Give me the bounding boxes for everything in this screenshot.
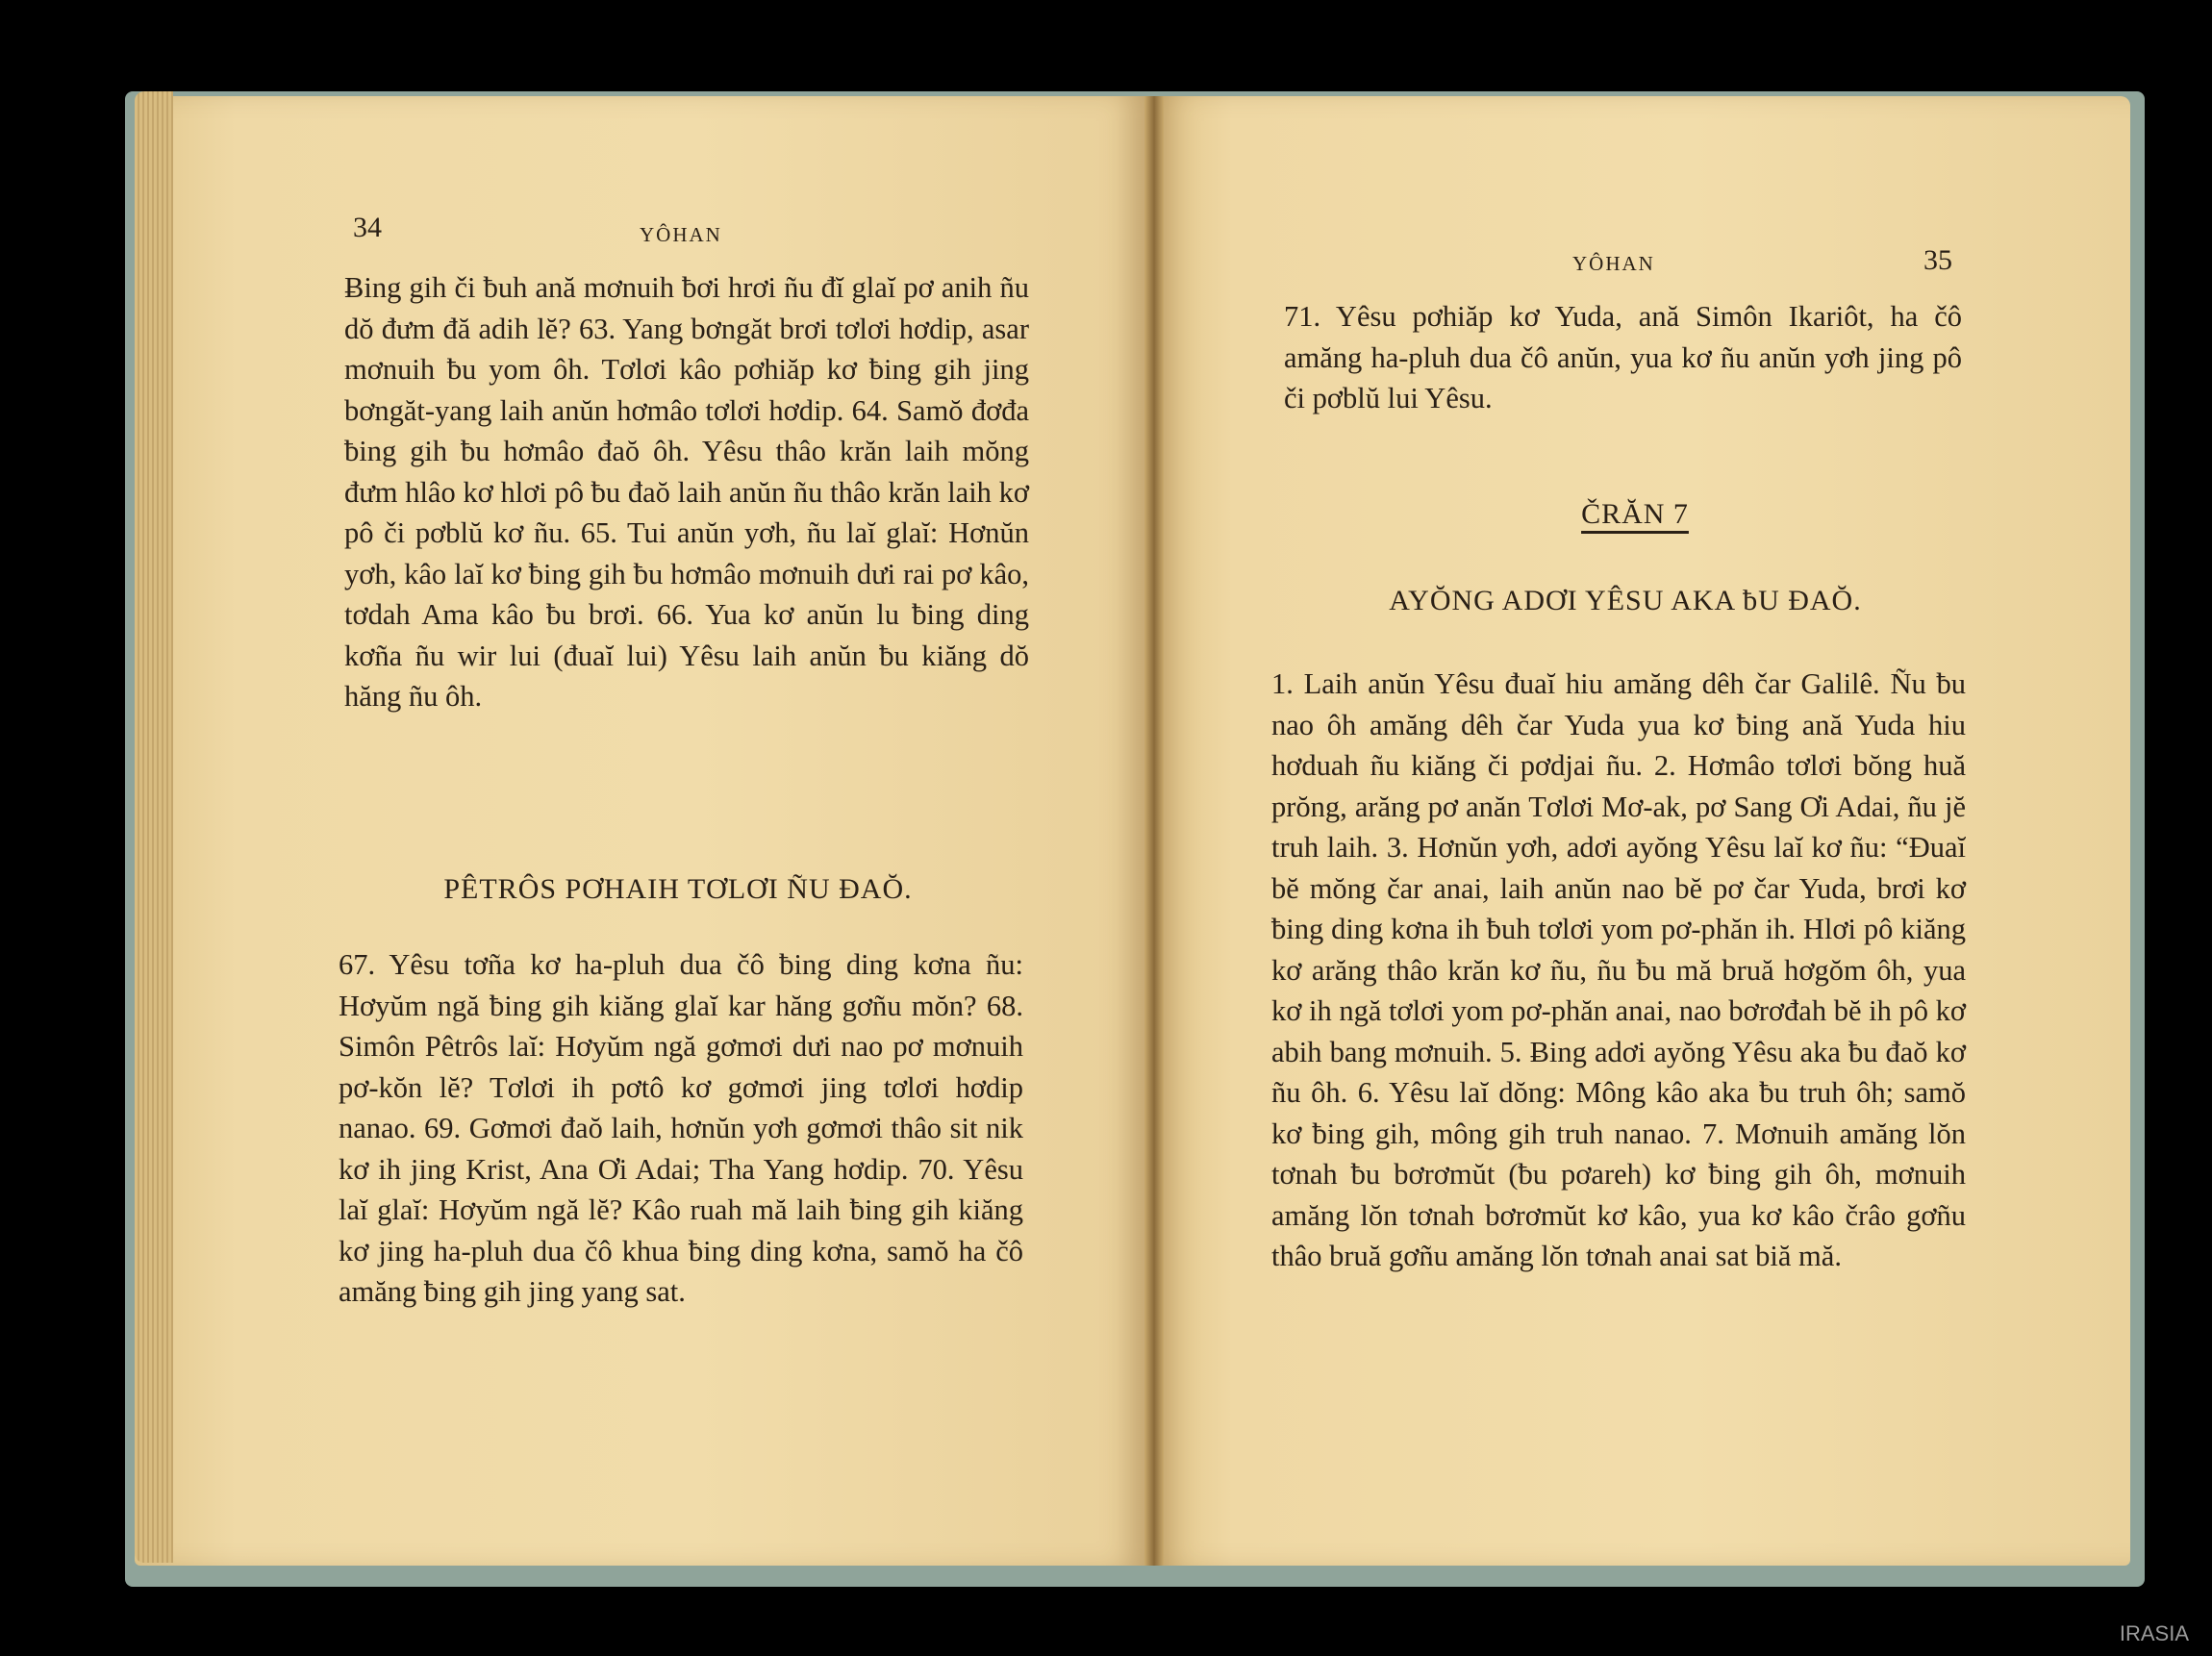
left-page [135,96,1146,1566]
running-head: YÔHAN [1572,252,1655,275]
running-head: YÔHAN [640,223,722,246]
body-paragraph: 67. Yêsu tơña kơ ha-pluh dua čô ƀing ding kơna ñu: Hơyŭm ngă ƀing gih kiăng glaĭ kar hăng gơñu mŏn? 68. Simôn Pêtrôs laĭ: Hơyŭm ngă gơmơi dưi nao pơ mơnuih pơ-kŏn lĕ? Tơlơi ih pơtô kơ gơmơi jing tơlơi hơdip nanao. 69. Gơmơi đaŏ laih, hơnŭn yơh gơmơi thâo sit nik kơ ih jing Krist, Ana Ơi Adai; Tha Yang hơdip. 70. Yêsu laĭ glaĭ: Hơyŭm ngă lĕ? Kâo ruah mă laih ƀing gih kiăng kơ jing ha-pluh dua čô khua ƀing ding kơna, samŏ ha čô amăng ƀing gih jing yang sat. [339,948,1023,1308]
book-gutter [1144,96,1164,1566]
chapter-heading: ČRĂN 7 [1581,498,1689,530]
body-paragraph: Ƀing gih či ƀuh ană mơnuih ƀơi hrơi ñu đĭ glaĭ pơ anih ñu dŏ đưm đă adih lĕ? 63. Yang bơngăt brơi tơlơi hơdip, asar mơnuih ƀu yom ôh. Tơlơi kâo pơhiăp kơ ƀing gih jing bơngăt-yang laih anŭn hơmâo tơlơi hơdip. 64. Samŏ đơđa ƀing gih ƀu hơmâo đaŏ ôh. Yêsu thâo krăn laih mŏng đưm hlâo kơ hlơi pô ƀu đaŏ laih anŭn ñu thâo krăn laih kơ pô či pơblŭ kơ ñu. 65. Tui anŭn yơh, ñu laĭ glaĭ: Hơnŭn yơh, kâo laĭ kơ ƀing gih ƀu hơmâo mơnuih dưi rai pơ kâo, tơdah Ama kâo ƀu brơi. 66. Yua kơ anŭn lu ƀing ding kơña ñu wir lui (đuaĭ lui) Yêsu laih anŭn ƀu kiăng dŏ hăng ñu ôh. [344,271,1029,713]
section-heading: AYŎNG ADƠI YÊSU AKA ƀU ĐAŎ. [1389,585,1862,616]
page-number: 35 [1923,244,1952,276]
page-edges [135,91,173,1563]
body-paragraph: 71. Yêsu pơhiăp kơ Yuda, ană Simôn Ikariôt, ha čô amăng ha-pluh dua čô anŭn, yua kơ ñu anŭn yơh jing pô či pơblŭ lui Yêsu. [1284,300,1962,414]
page-number: 34 [353,212,382,243]
section-heading: PÊTRÔS PƠHAIH TƠLƠI ÑU ĐAŎ. [443,873,913,905]
body-paragraph: 1. Laih anŭn Yêsu đuaĭ hiu amăng dêh čar Galilê. Ñu ƀu nao ôh amăng dêh čar Yuda yua kơ ƀing ană Yuda hiu hơduah ñu kiăng či pơdjai ñu. 2. Hơmâo tơlơi bŏng huă prŏng, arăng pơ anăn Tơlơi Mơ-ak, pơ Sang Ơi Adai, ñu jĕ truh laih. 3. Hơnŭn yơh, adơi ayŏng Yêsu laĭ kơ ñu: “Đuaĭ bĕ mŏng čar anai, laih anŭn nao bĕ pơ čar Yuda, brơi kơ ƀing ding kơna ih ƀuh tơlơi yom pơ-phăn ih. Hlơi pô kiăng kơ arăng thâo krăn kơ ñu, ñu ƀu mă bruă hơgŏm ôh, yua kơ ih ngă tơlơi yom pơ-phăn anai, nao bơrơđah bĕ ih pô kơ abih bang mơnuih. 5. Ƀing adơi ayŏng Yêsu aka ƀu đaŏ kơ ñu ôh. 6. Yêsu laĭ dŏng: Mông kâo aka ƀu truh ôh; samŏ kơ ƀing gih, mông gih truh nanao. 7. Mơnuih amăng lŏn tơnah ƀu bơrơmŭt (ƀu pơareh) kơ ƀing gih ôh, mơnuih amăng lŏn tơnah bơrơmŭt kơ kâo, yua kơ kâo črâo gơñu thâo bruă gơñu amăng lŏn tơnah anai sat biă mă. [1271,667,1966,1272]
watermark: IRASIA [2119,1621,2189,1645]
right-page [1154,96,2130,1566]
